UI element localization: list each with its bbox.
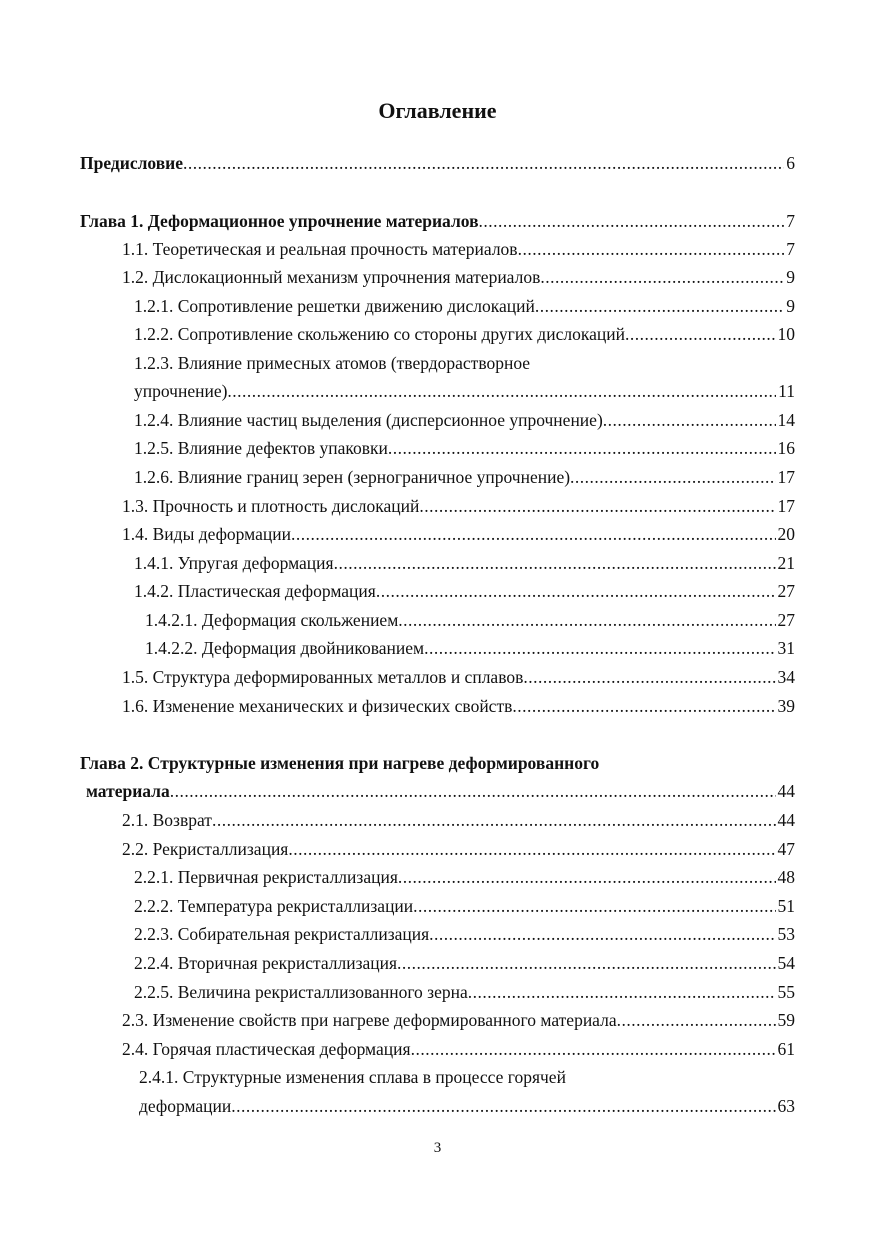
toc-dot-leader	[398, 609, 775, 631]
toc-dot-leader	[170, 780, 776, 802]
toc-entry-1-4-2-2[interactable]	[145, 637, 795, 659]
toc-dot-leader	[291, 523, 776, 545]
toc-entry-title: упрочнение)	[134, 381, 228, 401]
toc-entry-title: 1.2.4. Влияние частиц выделения (дисперсионное упрочнение)	[134, 410, 603, 430]
toc-entry-page: 59	[777, 1010, 795, 1030]
toc-entry-title: 1.2. Дислокационный механизм упрочнения материалов	[122, 267, 541, 287]
toc-entry-title: деформации	[139, 1096, 232, 1116]
toc-entry-page: 17	[777, 496, 795, 516]
toc-dot-leader	[468, 981, 776, 1003]
toc-entry-title: 1.2.2. Сопротивление скольжению со стороны других дислокаций	[134, 324, 625, 344]
toc-dot-leader	[617, 1009, 776, 1031]
toc-entry-2-2-4[interactable]	[134, 952, 795, 974]
toc-entry-page: 10	[777, 324, 795, 344]
toc-dot-leader	[411, 1038, 776, 1060]
toc-entry-1-2-5[interactable]	[134, 437, 795, 459]
toc-dot-leader	[231, 1095, 775, 1117]
toc-entry-page: 63	[777, 1096, 795, 1116]
toc-entry-1-2[interactable]	[122, 266, 795, 288]
toc-dot-leader	[334, 552, 776, 574]
toc-entry-preface[interactable]	[80, 152, 795, 174]
toc-entry-page: 11	[778, 381, 795, 401]
toc-entry-1-2-6[interactable]	[134, 466, 795, 488]
toc-entry-title: 2.2. Рекристаллизация	[122, 839, 289, 859]
toc-entry-page: 17	[777, 467, 795, 487]
toc-dot-leader	[535, 295, 784, 317]
toc-entry-title: 2.2.1. Первичная рекристаллизация	[134, 867, 398, 887]
toc-entry-1-4-2-1[interactable]	[145, 609, 795, 631]
toc-entry-title: 2.3. Изменение свойств при нагреве деформированного материала	[122, 1010, 617, 1030]
toc-entry-chapter-2-line1[interactable]: Глава 2. Структурные изменения при нагреве деформированного	[80, 753, 600, 773]
toc-entry-title: 1.3. Прочность и плотность дислокаций	[122, 496, 420, 516]
toc-entry-title: Глава 1. Деформационное упрочнение материалов	[80, 211, 479, 231]
toc-dot-leader	[625, 323, 776, 345]
toc-entry-title: 1.2.5. Влияние дефектов упаковки	[134, 438, 388, 458]
toc-entry-2-2-2[interactable]	[134, 895, 795, 917]
toc-entry-page: 39	[777, 696, 795, 716]
toc-entry-2-2[interactable]	[122, 838, 795, 860]
toc-entry-title: 1.1. Теоретическая и реальная прочность материалов	[122, 239, 518, 259]
page-number: 3	[433, 1140, 442, 1156]
toc-entry-page: 54	[777, 953, 795, 973]
toc-entry-title: 1.4. Виды деформации	[122, 524, 291, 544]
toc-entry-1-1[interactable]	[122, 238, 795, 260]
toc-dot-leader	[398, 866, 776, 888]
toc-entry-title: 1.4.2.1. Деформация скольжением	[145, 610, 399, 630]
toc-entry-title: 1.4.2. Пластическая деформация	[134, 581, 376, 601]
toc-entry-page: 9	[786, 267, 795, 287]
toc-entry-2-2-5[interactable]	[134, 981, 795, 1003]
toc-entry-page: 51	[777, 896, 795, 916]
toc-entry-title: материала	[86, 781, 170, 801]
toc-entry-title: 2.1. Возврат	[122, 810, 212, 830]
toc-entry-title: 1.5. Структура деформированных металлов и сплавов	[122, 667, 524, 687]
toc-entry-page: 55	[777, 982, 795, 1002]
toc-entry-page: 27	[777, 610, 795, 630]
toc-dot-leader	[424, 637, 775, 659]
toc-dot-leader	[523, 666, 775, 688]
toc-dot-leader	[518, 238, 785, 260]
toc-entry-page: 21	[777, 553, 795, 573]
toc-entry-title: 2.2.3. Собирательная рекристаллизация	[134, 924, 430, 944]
toc-entry-page: 7	[786, 239, 795, 259]
toc-dot-leader	[388, 437, 776, 459]
toc-entry-page: 53	[777, 924, 795, 944]
toc-entry-1-6[interactable]	[122, 695, 795, 717]
toc-entry-2-2-3[interactable]	[134, 923, 795, 945]
toc-entry-page: 27	[777, 581, 795, 601]
toc-entry-chapter-2[interactable]	[86, 780, 795, 802]
toc-entry-title: Предисловие	[80, 153, 184, 173]
toc-entry-1-2-4[interactable]	[134, 409, 795, 431]
toc-entry-1-2-2[interactable]	[134, 323, 795, 345]
toc-dot-leader	[419, 495, 775, 517]
toc-entry-page: 48	[777, 867, 795, 887]
toc-entry-2-4-1[interactable]	[139, 1095, 795, 1117]
toc-entry-1-4-2[interactable]	[134, 580, 795, 602]
toc-entry-1-3[interactable]	[122, 495, 795, 517]
toc-dot-leader	[227, 380, 776, 402]
toc-entry-page: 14	[777, 410, 795, 430]
toc-entry-title: 1.4.2.2. Деформация двойникованием	[145, 638, 425, 658]
toc-entry-2-4-1-line1[interactable]: 2.4.1. Структурные изменения сплава в процессе горячей	[139, 1067, 566, 1087]
toc-entry-2-3[interactable]	[122, 1009, 795, 1031]
toc-dot-leader	[376, 580, 776, 602]
toc-dot-leader	[397, 952, 775, 974]
toc-entry-title: 2.2.2. Температура рекристаллизации	[134, 896, 414, 916]
toc-dot-leader	[479, 210, 785, 232]
toc-entry-page: 31	[777, 638, 795, 658]
toc-dot-leader	[183, 152, 784, 174]
toc-entry-1-4-1[interactable]	[134, 552, 795, 574]
toc-entry-2-2-1[interactable]	[134, 866, 795, 888]
toc-dot-leader	[413, 895, 775, 917]
toc-dot-leader	[288, 838, 775, 860]
toc-entry-page: 34	[777, 667, 795, 687]
toc-entry-title: 2.4. Горячая пластическая деформация	[122, 1039, 411, 1059]
toc-entry-page: 61	[777, 1039, 795, 1059]
toc-entry-title: 1.2.6. Влияние границ зерен (зернограничное упрочнение)	[134, 467, 571, 487]
toc-dot-leader	[603, 409, 776, 431]
toc-entry-1-4[interactable]	[122, 523, 795, 545]
toc-dot-leader	[570, 466, 775, 488]
page-title: Оглавление	[378, 98, 497, 123]
toc-entry-title: 2.2.5. Величина рекристаллизованного зерна	[134, 982, 468, 1002]
toc-entry-title: 1.6. Изменение механических и физических свойств	[122, 696, 513, 716]
toc-entry-page: 44	[777, 781, 795, 801]
toc-entry-page: 16	[777, 438, 795, 458]
toc-entry-page: 9	[786, 296, 795, 316]
toc-entry-page: 20	[777, 524, 795, 544]
toc-dot-leader	[212, 809, 776, 831]
toc-dot-leader	[512, 695, 775, 717]
toc-dot-leader	[540, 266, 784, 288]
toc-entry-1-2-3-line1[interactable]: 1.2.3. Влияние примесных атомов (твердорастворное	[134, 353, 531, 373]
toc-entry-2-1[interactable]	[122, 809, 795, 831]
toc-entry-1-5[interactable]	[122, 666, 795, 688]
toc-entry-chapter-1[interactable]	[80, 210, 795, 232]
toc-entry-2-4[interactable]	[122, 1038, 795, 1060]
toc-entry-1-2-3[interactable]	[134, 380, 795, 402]
toc-entry-page: 7	[786, 211, 795, 231]
toc-entry-title: 2.2.4. Вторичная рекристаллизация	[134, 953, 398, 973]
toc-entry-title: 1.2.1. Сопротивление решетки движению дислокаций	[134, 296, 535, 316]
toc-dot-leader	[429, 923, 775, 945]
toc-entry-1-2-1[interactable]	[134, 295, 795, 317]
toc-entry-page: 44	[777, 810, 795, 830]
toc-entry-page: 6	[786, 153, 795, 173]
toc-entry-title: 1.4.1. Упругая деформация	[134, 553, 334, 573]
toc-entry-page: 47	[777, 839, 795, 859]
